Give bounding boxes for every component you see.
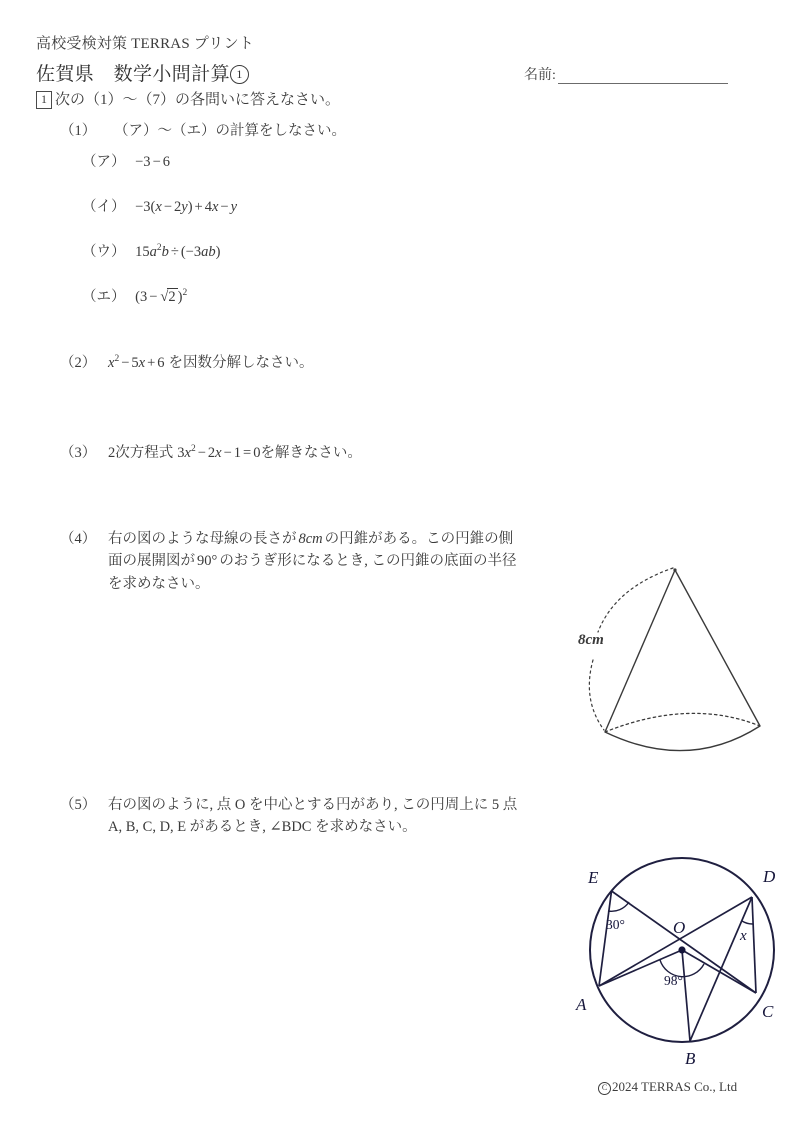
problem-1-item-a-expr: −3 − 6 bbox=[135, 154, 170, 170]
label-angle-E: 30° bbox=[606, 917, 625, 932]
label-point-E: E bbox=[588, 868, 599, 887]
problem-4-slant-measure: 8cm bbox=[298, 531, 323, 547]
cone-left-slant bbox=[605, 570, 675, 732]
problem-2 bbox=[60, 352, 314, 374]
problem-1-item-c bbox=[82, 241, 220, 263]
cone-figure-svg bbox=[560, 540, 790, 765]
series-line: 高校受検対策 TERRAS プリント bbox=[36, 36, 255, 52]
problem-4-line-2 bbox=[108, 550, 580, 572]
segment-DC bbox=[752, 897, 756, 993]
problem-1-item-b bbox=[82, 196, 237, 218]
problem-5-line-1: 右の図のように, 点 O を中心とする円があり, この円周上に 5 点 bbox=[108, 797, 518, 813]
title-circled-number: 1 bbox=[230, 65, 249, 84]
problem-4-line-1 bbox=[108, 528, 580, 550]
problem-1-item-c-expr: $15a^2b \div (-3ab)$ bbox=[135, 243, 221, 260]
page-title bbox=[36, 59, 249, 86]
problem-2-text: を因数分解しなさい。 bbox=[168, 355, 314, 371]
problem-3-expr: $3x^2 - 2x - 1 = 0$ bbox=[177, 444, 261, 461]
problem-4-label: （4） bbox=[60, 531, 97, 547]
problem-5-label: （5） bbox=[60, 797, 97, 813]
segment-OB bbox=[682, 950, 690, 1041]
problem-1-item-b-label: （イ） bbox=[82, 199, 126, 215]
cone-apex-point bbox=[673, 568, 676, 571]
problem-4-line-3: を求めなさい。 bbox=[108, 575, 210, 592]
cone-right-slant bbox=[675, 570, 760, 726]
angle-arc-E bbox=[608, 902, 629, 911]
problem-5-line-2: A, B, C, D, E があるとき, ∠BDC を求めなさい。 bbox=[108, 819, 417, 836]
question-lead-text: 次の（1）〜（7）の各問いに答えなさい。 bbox=[55, 92, 341, 108]
problem-1-item-a-label: （ア） bbox=[82, 154, 126, 170]
problem-1-item-c-label: （ウ） bbox=[82, 244, 126, 260]
label-angle-O: 98° bbox=[664, 973, 683, 988]
question-box-number: 1 bbox=[36, 91, 52, 109]
center-point-O bbox=[678, 946, 685, 953]
problem-1-label: （1） bbox=[60, 123, 97, 139]
problem-4-line2-b: のおうぎ形になるとき, この円錐の底面の半径 bbox=[219, 553, 517, 570]
copyright-icon: C bbox=[598, 1082, 611, 1095]
page-title-text: 佐賀県 数学小問計算 bbox=[36, 64, 231, 85]
cone-slant-measure-arc-bottom bbox=[589, 660, 604, 730]
label-center-O: O bbox=[673, 918, 686, 937]
circle-figure-svg bbox=[560, 845, 790, 1070]
problem-1 bbox=[60, 120, 346, 142]
problem-5 bbox=[60, 794, 580, 839]
problem-1-item-d bbox=[82, 286, 187, 308]
label-point-B: B bbox=[685, 1049, 696, 1068]
problem-2-expr: $x^2 - 5x + 6$ bbox=[108, 354, 165, 371]
problem-3-text: を解きなさい。 bbox=[260, 445, 362, 461]
problem-1-text: （ア）〜（エ）の計算をしなさい。 bbox=[114, 123, 346, 139]
question-lead bbox=[36, 88, 340, 109]
problem-1-item-d-label: （エ） bbox=[82, 289, 126, 305]
cone-figure bbox=[560, 540, 790, 770]
problem-4-line1-b: の円錐がある。この円錐の側 bbox=[324, 531, 514, 547]
problem-2-label: （2） bbox=[60, 355, 97, 371]
problem-4-line2-a: 面の展開図が bbox=[108, 553, 195, 570]
problem-4-line1-a: 右の図のような母線の長さが bbox=[108, 531, 297, 547]
problem-3-prefix: 2次方程式 bbox=[108, 445, 174, 461]
footer-copyright bbox=[598, 1079, 737, 1095]
circle-geometry-figure bbox=[560, 845, 790, 1075]
cone-base-back-arc bbox=[605, 713, 760, 732]
problem-3-label: （3） bbox=[60, 445, 97, 461]
name-input-rule[interactable] bbox=[558, 68, 728, 84]
cone-slant-label: 8cm bbox=[578, 632, 604, 648]
cone-base-front-arc bbox=[605, 726, 760, 751]
angle-arc-D bbox=[742, 921, 753, 924]
label-point-A: A bbox=[576, 995, 587, 1014]
footer-copyright-text: 2024 TERRAS Co., Ltd bbox=[612, 1079, 738, 1094]
label-point-C: C bbox=[762, 1002, 774, 1021]
name-label: 名前: bbox=[524, 68, 556, 83]
name-field[interactable] bbox=[524, 64, 728, 84]
problem-4-sector-angle: 90° bbox=[197, 553, 218, 570]
label-point-D: D bbox=[763, 867, 776, 886]
problem-3 bbox=[60, 442, 362, 464]
segment-OC bbox=[682, 950, 756, 993]
problem-1-item-a bbox=[82, 151, 170, 173]
problem-1-item-d-expr: (3 − √2 )$^2$ bbox=[135, 288, 188, 305]
label-angle-D: x bbox=[740, 928, 747, 944]
problem-1-item-b-expr: −3(x − 2y) + 4x − y bbox=[135, 199, 238, 215]
problem-4 bbox=[60, 528, 580, 595]
